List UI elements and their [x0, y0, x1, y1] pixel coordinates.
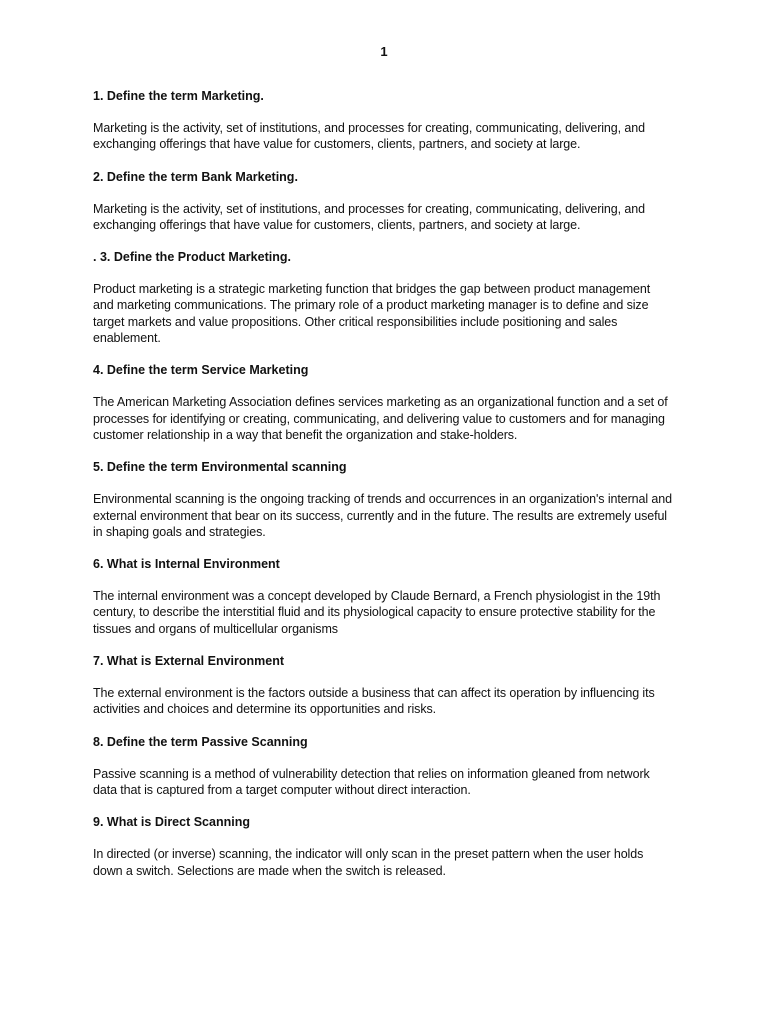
question-heading: . 3. Define the Product Marketing.	[93, 250, 291, 265]
answer-paragraph: Marketing is the activity, set of institutions, and processes for creating, communicating, delivering, and exchanging offerings that have value for customers, clients, partners, and society at large.	[93, 121, 645, 152]
answer-paragraph: The American Marketing Association defines services marketing as an organizational function and a set of processes for identifying or creating, communicating, and delivering value to customers and for managing customer relationship in a way that benefit the organization and stake-holders.	[93, 395, 668, 442]
question-heading: 4. Define the term Service Marketing	[93, 363, 309, 378]
question-heading: 5. Define the term Environmental scanning	[93, 460, 347, 475]
question-heading: 6. What is Internal Environment	[93, 557, 280, 572]
question-heading: 2. Define the term Bank Marketing.	[93, 169, 298, 184]
question-heading: 9. What is Direct Scanning	[93, 815, 250, 830]
question-heading: 8. Define the term Passive Scanning	[93, 734, 308, 749]
question-heading: 1. Define the term Marketing.	[93, 89, 264, 103]
answer-paragraph: Marketing is the activity, set of institutions, and processes for creating, communicating, delivering, and exchanging offerings that have value for customers, clients, partners, and society at large.	[93, 201, 645, 232]
answer-paragraph: Product marketing is a strategic marketing function that bridges the gap between product management and marketing communications. The primary role of a product marketing manager is to define and size target markets and value propositions. Other critical responsibilities include positioning and sales enablement.	[93, 282, 651, 346]
answer-paragraph: The internal environment was a concept developed by Claude Bernard, a French physiologist in the 19th century, to describe the interstitial fluid and its physiological capacity to ensure protective stability for the tissues and organs of multicellular organisms	[93, 589, 661, 636]
answer-paragraph: Passive scanning is a method of vulnerability detection that relies on information gleaned from network data that is captured from a target computer without direct interaction.	[93, 766, 650, 797]
answer-paragraph: The external environment is the factors outside a business that can affect its operation by influencing its activities and choices and determine its opportunities and risks.	[93, 686, 655, 717]
document-content	[93, 88, 673, 895]
page-number: 1	[380, 44, 388, 59]
answer-paragraph: In directed (or inverse) scanning, the indicator will only scan in the preset pattern when the user holds down a switch. Selections are made when the switch is released.	[93, 847, 644, 878]
question-heading: 7. What is External Environment	[93, 654, 285, 669]
answer-paragraph: Environmental scanning is the ongoing tracking of trends and occurrences in an organization's internal and external environment that bear on its success, currently and in the future. The results are extremely useful in shaping goals and strategies.	[93, 492, 672, 539]
